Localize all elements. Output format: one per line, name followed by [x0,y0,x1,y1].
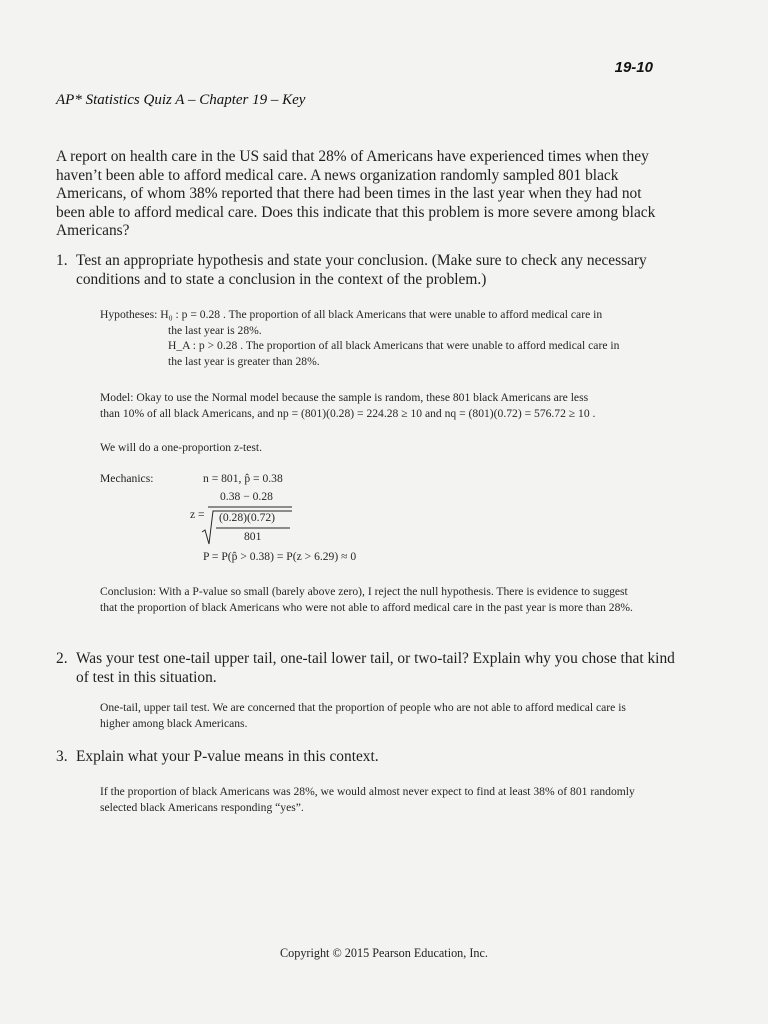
hypotheses-block [100,307,660,369]
model-line-1: Model: Okay to use the Normal model because the sample is random, these 801 black Americans are less [100,391,589,404]
z-denominator-top: (0.28)(0.72) [219,511,276,524]
copyright-footer: Copyright © 2015 Pearson Education, Inc. [280,946,488,960]
model-line-2: than 10% of all black Americans, and np = (801)(0.28) = 224.28 ≥ 10 and nq = (801)(0.72) = 576.72 ≥ 10 . [100,406,596,420]
question-3 [56,748,676,767]
model-block [100,390,665,421]
answer-2: One-tail, upper tail test. We are concerned that the proportion of people who are not able to afford medical care is higher among black Americans. [100,701,626,730]
question-text: Was your test one-tail upper tail, one-tail lower tail, or two-tail? Explain why you chose that kind of test in this situation. [76,650,675,686]
question-number: 2. [56,650,68,667]
null-hypothesis-symbol: H₀ : p = 0.28 . [160,308,226,321]
document-title: AP* Statistics Quiz A – Chapter 19 – Key [56,92,306,108]
null-hypothesis-text: The proportion of all black Americans that were unable to afford medical care in [228,308,603,321]
question-number: 3. [56,748,68,765]
z-label: z = [190,508,205,521]
conclusion: Conclusion: With a P-value so small (barely above zero), I reject the null hypothesis. There is evidence to suggest that the proportion of black Americans who were not able to afford medical care in the past year is more than 28%. [100,585,633,614]
problem-statement: A report on health care in the US said that 28% of Americans have experienced times when they haven’t been able to afford medical care. A news organization randomly sampled 801 black Americans, of whom 38% reported that there had been times in the last year when they had not been able to afford medical care. Does this indicate that this problem is more severe among black Americans? [56,148,656,240]
alt-hypothesis-text-cont: the last year is greater than 28%. [168,354,320,368]
question-text: Explain what your P-value means in this context. [76,748,379,765]
test-statement: We will do a one-proportion z-test. [100,441,262,454]
answer-3: If the proportion of black Americans was 28%, we would almost never expect to find at least 38% of 801 randomly selected black Americans responding “yes”. [100,785,635,814]
null-hypothesis-text-cont: the last year is 28%. [168,323,262,337]
p-value-line: P = P(p̂ > 0.38) = P(z > 6.29) ≈ 0 [203,550,357,563]
z-numerator: 0.38 − 0.28 [220,490,273,503]
page-number: 19-10 [614,59,653,76]
question-number: 1. [56,252,68,269]
mechanics-given: n = 801, p̂ = 0.38 [203,472,283,485]
hypotheses-label: Hypotheses: [100,308,158,321]
question-text: Test an appropriate hypothesis and state your conclusion. (Make sure to check any necessary conditions and to state a conclusion in the context of the problem.) [76,252,647,288]
question-1 [56,252,676,289]
alt-hypothesis-symbol: H_A : p > 0.28 . [168,339,244,353]
question-2 [56,650,676,687]
alt-hypothesis-text: The proportion of all black Americans that were unable to afford medical care in [245,339,620,353]
z-denominator-bottom: 801 [244,530,262,543]
mechanics-label: Mechanics: [100,472,154,485]
